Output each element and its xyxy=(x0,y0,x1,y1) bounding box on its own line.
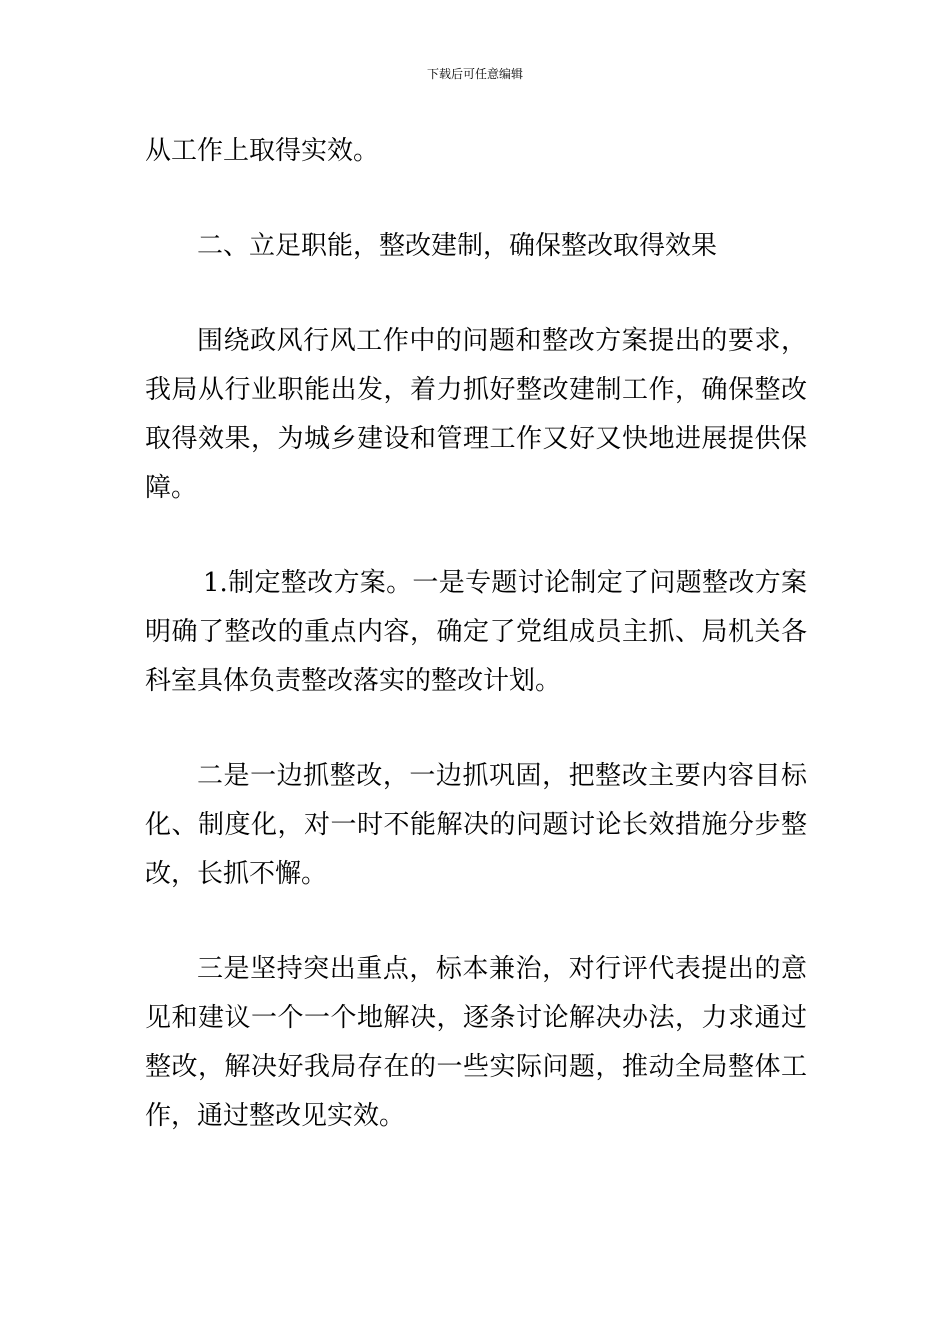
paragraph-item-2: 二是一边抓整改，一边抓巩固，把整改主要内容目标化、制度化，对一时不能解决的问题讨论长效措施分步整改，长抓不懈。 xyxy=(145,761,807,889)
page-header-note: 下载后可任意编辑 xyxy=(426,67,523,81)
paragraph-intro: 围绕政风行风工作中的问题和整改方案提出的要求，我局从行业职能出发，着力抓好整改建制工作，确保整改取得效果，为城乡建设和管理工作又好又快地进展提供保障。 xyxy=(145,326,807,503)
paragraph-item-1: 1.制定整改方案。一是专题讨论制定了问题整改方案明确了整改的重点内容，确定了党组成员主抓、局机关各科室具体负责整改落实的整改计划。 xyxy=(145,568,807,696)
section-heading: 二、立足职能，整改建制，确保整改取得效果 xyxy=(197,231,718,261)
paragraph-continuation: 从工作上取得实效。 xyxy=(145,136,380,166)
paragraph-item-3: 三是坚持突出重点，标本兼治，对行评代表提出的意见和建议一个一个地解决，逐条讨论解决办法，力求通过整改，解决好我局存在的一些实际问题，推动全局整体工作，通过整改见实效。 xyxy=(145,954,807,1131)
document-body xyxy=(145,127,807,1141)
